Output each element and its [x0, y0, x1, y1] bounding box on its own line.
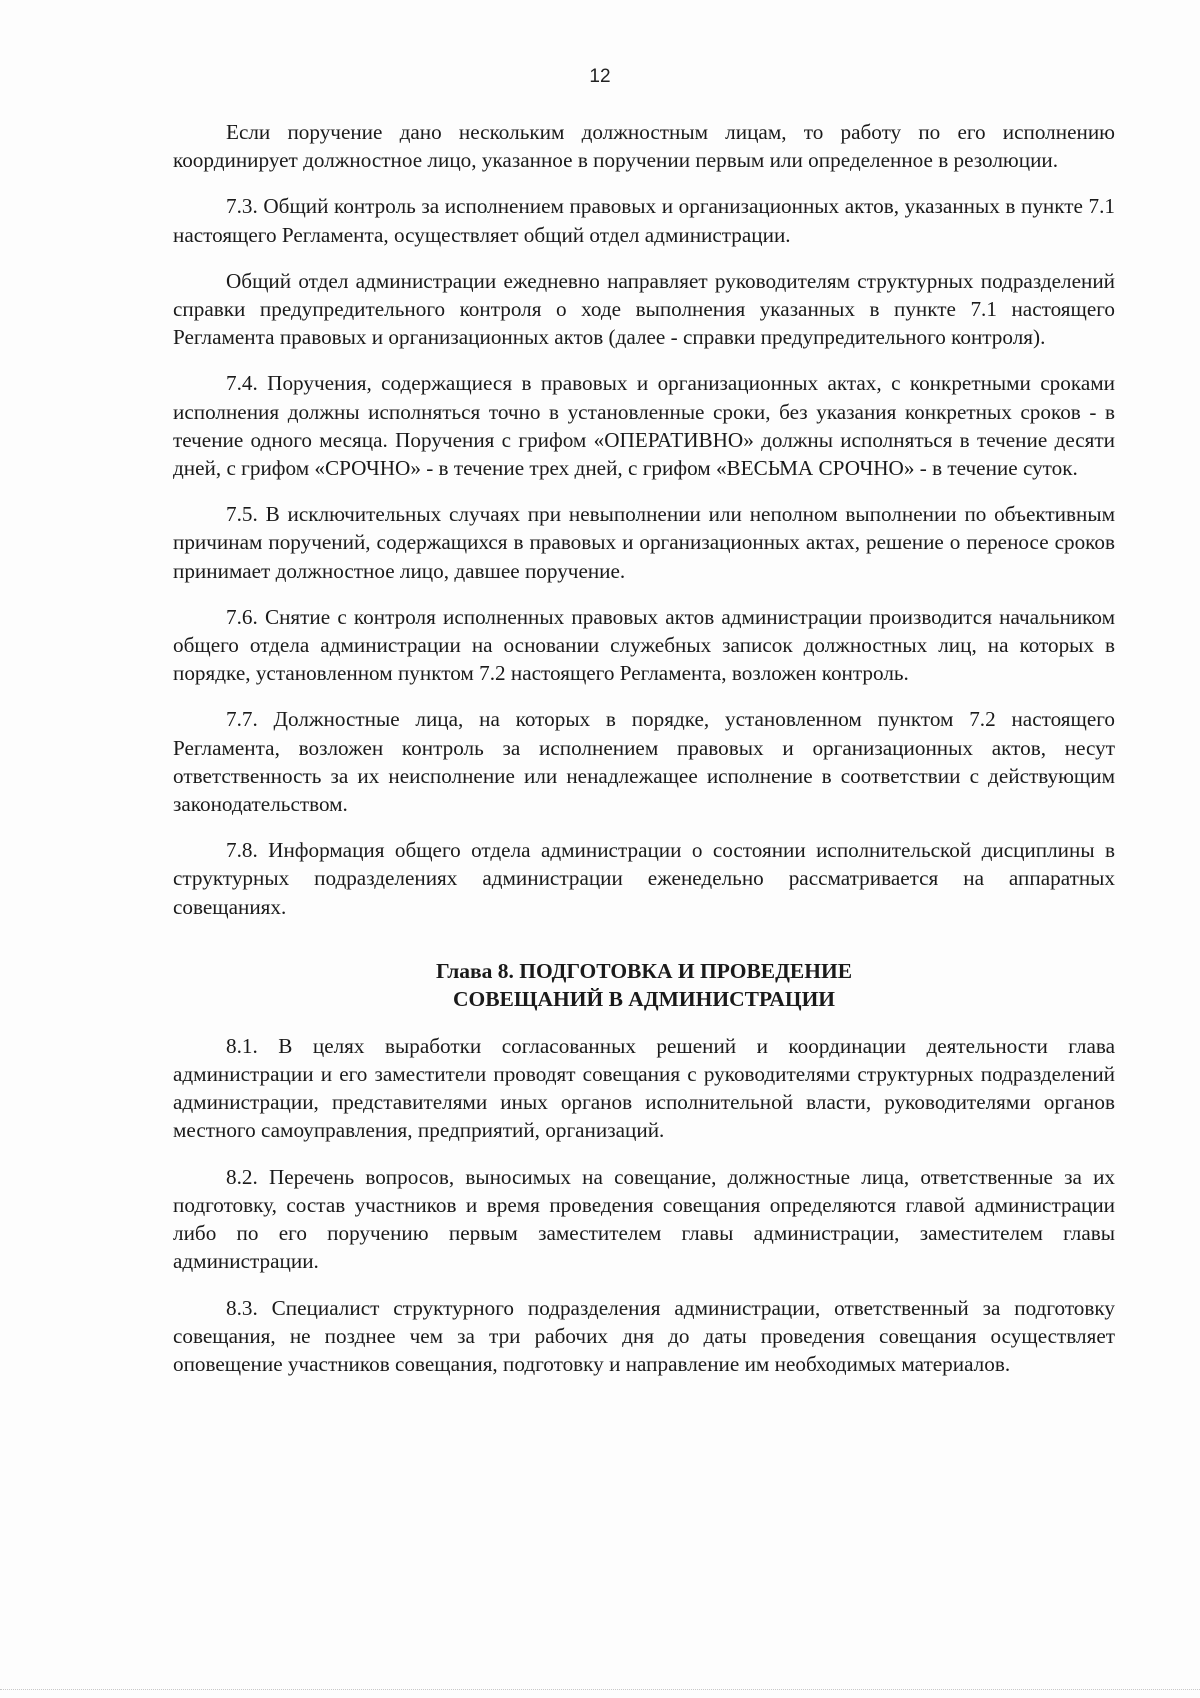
page-number: 12 [589, 66, 611, 87]
paragraph-8-1: 8.1. В целях выработки согласованных решений и координации деятельности глава администрации и его заместители проводят совещания с руководителями структурных подразделений администрации, представителями иных органов исполнительной власти, руководителями органов местного самоуправления, предприятий, организаций. [173, 1033, 1115, 1143]
paragraph-7-7: 7.7. Должностные лица, на которых в порядке, установленном пунктом 7.2 настоящего Регламента, возложен контроль за исполнением правовых и организационных актов, несут ответственность за их неисполнение или ненадлежащее исполнение в соответствии с действующим законодательством. [173, 707, 1115, 817]
chapter-heading [173, 957, 1115, 1013]
paragraph-7-4: 7.4. Поручения, содержащиеся в правовых и организационных актах, с конкретными сроками исполнения должны исполняться точно в установленные сроки, без указания конкретных сроков - в течение одного месяца. Поручения с грифом «ОПЕРАТИВНО» должны исполняться в течение десяти дней, с грифом «СРОЧНО» - в течение трех дней, с грифом «ВЕСЬМА СРОЧНО» - в течение суток. [173, 371, 1115, 481]
document-body [173, 118, 1115, 1396]
paragraph-8-3: 8.3. Специалист структурного подразделения администрации, ответственный за подготовку совещания, не позднее чем за три рабочих дня до даты проведения совещания осуществляет оповещение участников совещания, подготовку и направление им необходимых материалов. [173, 1295, 1115, 1376]
chapter-heading-line-2: СОВЕЩАНИЙ В АДМИНИСТРАЦИИ [452, 986, 836, 1011]
chapter-heading-line-1: Глава 8. ПОДГОТОВКА И ПРОВЕДЕНИЕ [435, 958, 853, 983]
paragraph-7-8: 7.8. Информация общего отдела администрации о состоянии исполнительской дисциплины в структурных подразделениях администрации еженедельно рассматривается на аппаратных совещаниях. [173, 838, 1115, 919]
paragraph-7-3-reports: Общий отдел администрации ежедневно направляет руководителям структурных подразделений справки предупредительного контроля о ходе выполнения указанных в пункте 7.1 настоящего Регламента правовых и организационных актов (далее - справки предупредительного контроля). [173, 268, 1115, 350]
paragraph-7-6: 7.6. Снятие с контроля исполненных правовых актов администрации производится начальником общего отдела администрации на основании служебных записок должностных лиц, на которых в порядке, установленном пунктом 7.2 настоящего Регламента, возложен контроль. [173, 604, 1115, 686]
paragraph-7-3: 7.3. Общий контроль за исполнением правовых и организационных актов, указанных в пункте 7.1 настоящего Регламента, осуществляет общий отдел администрации. [173, 194, 1115, 247]
paragraph-coordination: Если поручение дано нескольким должностным лицам, то работу по его исполнению координирует должностное лицо, указанное в поручении первым или определенное в резолюции. [173, 120, 1115, 173]
scan-edge-divider [0, 1689, 1200, 1691]
paragraph-7-5: 7.5. В исключительных случаях при невыполнении или неполном выполнении по объективным причинам поручений, содержащихся в правовых и организационных актах, решение о переносе сроков принимает должностное лицо, давшее поручение. [173, 502, 1115, 583]
paragraph-8-2: 8.2. Перечень вопросов, выносимых на совещание, должностные лица, ответственные за их подготовку, состав участников и время проведения совещания определяются главой администрации либо по его поручению первым заместителем главы администрации, заместителем главы администрации. [173, 1164, 1115, 1274]
